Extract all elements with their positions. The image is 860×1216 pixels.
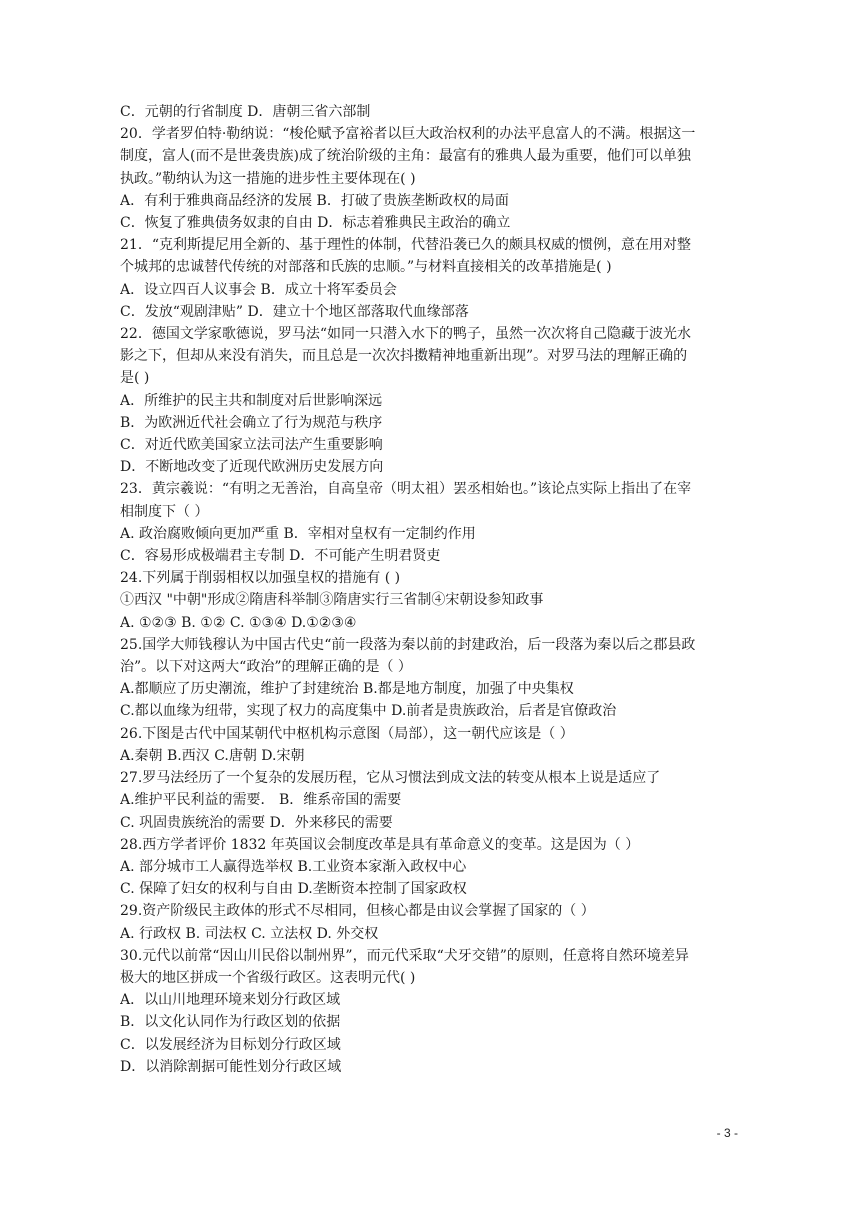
- text-line: A．有利于雅典商品经济的发展 B．打破了贵族垄断政权的局面: [120, 192, 509, 209]
- text-line: 治”。以下对这两大“政治”的理解正确的是（ ）: [120, 659, 412, 676]
- page-number: - 3 -: [716, 1126, 738, 1140]
- text-line: C. 巩固贵族统治的需要 D．外来移民的需要: [120, 814, 393, 831]
- text-line: 影之下，但却从来没有消失，而且总是一次次抖擞精神地重新出现”。对罗马法的理解正确的: [120, 348, 688, 365]
- text-line: B．为欧洲近代社会确立了行为规范与秩序: [120, 414, 383, 431]
- text-line: 30.元代以前常“因山川民俗以制州界”，而元代采取“犬牙交错”的原则，任意将自然环境差异: [120, 947, 689, 964]
- text-line: C．元朝的行省制度 D．唐朝三省六部制: [120, 104, 371, 120]
- text-line: A. 政治腐败倾向更加严重 B．宰相对皇权有一定制约作用: [120, 525, 476, 542]
- text-line: C．恢复了雅典债务奴隶的自由 D．标志着雅典民主政治的确立: [120, 215, 511, 232]
- text-line: A.都顺应了历史潮流，维护了封建统治 B.都是地方制度，加强了中央集权: [120, 681, 574, 698]
- text-line: C．容易形成极端君主专制 D．不可能产生明君贤吏: [120, 548, 441, 565]
- text-line: C．对近代欧美国家立法司法产生重要影响: [120, 437, 383, 454]
- text-line: A. 行政权 B. 司法权 C. 立法权 D. 外交权: [120, 925, 379, 942]
- text-line: D．不断地改变了近现代欧洲历史发展方向: [120, 459, 384, 476]
- text-line: ①西汉 "中朝"形成②隋唐科举制③隋唐实行三省制④宋朝设参知政事: [120, 592, 544, 609]
- text-line: A.维护平民利益的需要． B．维系帝国的需要: [120, 792, 402, 809]
- text-line: C．发放“观剧津贴” D．建立十个地区部落取代血缘部落: [120, 303, 469, 320]
- text-line: 个城邦的忠诚替代传统的对部落和氏族的忠顺。”与材料直接相关的改革措施是( ): [120, 259, 612, 276]
- text-line: C.都以血缘为纽带，实现了权力的高度集中 D.前者是贵族政治，后者是官僚政治: [120, 703, 617, 720]
- text-line: D．以消除割据可能性划分行政区域: [120, 1058, 342, 1075]
- text-line: A. ①②③ B. ①② C. ①③④ D.①②③④: [120, 614, 357, 631]
- text-line: 23．黄宗羲说：“有明之无善治，自高皇帝（明太祖）罢丞相始也。”该论点实际上指出了在宰: [120, 481, 692, 498]
- text-line: 极大的地区拼成一个省级行政区。这表明元代( ): [120, 969, 416, 986]
- text-line: 22．德国文学家歌德说，罗马法“如同一只潜入水下的鸭子，虽然一次次将自己隐藏于波光水: [120, 326, 691, 343]
- text-line: 20．学者罗伯特·勒纳说：“梭伦赋予富裕者以巨大政治权利的办法平息富人的不满。根据这一: [120, 126, 696, 143]
- text-line: 24.下列属于削弱相权以加强皇权的措施有 ( ): [120, 570, 401, 587]
- text-line: 是( ): [120, 370, 150, 387]
- text-line: C. 保障了妇女的权利与自由 D.垄断资本控制了国家政权: [120, 881, 467, 898]
- text-line: 26.下图是古代中国某朝代中枢机构示意图（局部），这一朝代应该是（ ）: [120, 725, 574, 742]
- text-line: 21．“克利斯提尼用全新的、基于理性的体制，代替沿袭已久的颇具权威的惯例，意在用对整: [120, 237, 691, 254]
- text-line: 相制度下（ ）: [120, 503, 209, 520]
- text-line: A.秦朝 B.西汉 C.唐朝 D.宋朝: [120, 747, 305, 764]
- text-line: C．以发展经济为目标划分行政区域: [120, 1036, 341, 1053]
- text-line: 29.资产阶级民主政体的形式不尽相同，但核心都是由议会掌握了国家的（ ）: [120, 903, 595, 920]
- text-line: A. 部分城市工人赢得选举权 B.工业资本家渐入政权中心: [120, 858, 467, 875]
- text-line: A．设立四百人议事会 B．成立十将军委员会: [120, 281, 397, 298]
- text-line: 27.罗马法经历了一个复杂的发展历程，它从习惯法到成文法的转变从根本上说是适应了: [120, 770, 661, 787]
- text-line: 制度，富人(而不是世袭贵族)成了统治阶级的主角：最富有的雅典人最为重要，他们可以单独: [120, 148, 691, 165]
- text-line: B．以文化认同作为行政区划的依据: [120, 1014, 341, 1031]
- text-line: A．以山川地理环境来划分行政区域: [120, 992, 341, 1009]
- text-line: A．所维护的民主共和制度对后世影响深远: [120, 392, 383, 409]
- text-line: 28.西方学者评价 1832 年英国议会制度改革是具有革命意义的变革。这是因为（ ）: [120, 836, 640, 853]
- document-body: [120, 101, 740, 1078]
- text-line: 执政。”勒纳认为这一措施的进步性主要体现在( ): [120, 170, 416, 187]
- text-line: 25.国学大师钱穆认为中国古代史“前一段落为秦以前的封建政治，后一段落为秦以后之郡县政: [120, 636, 696, 653]
